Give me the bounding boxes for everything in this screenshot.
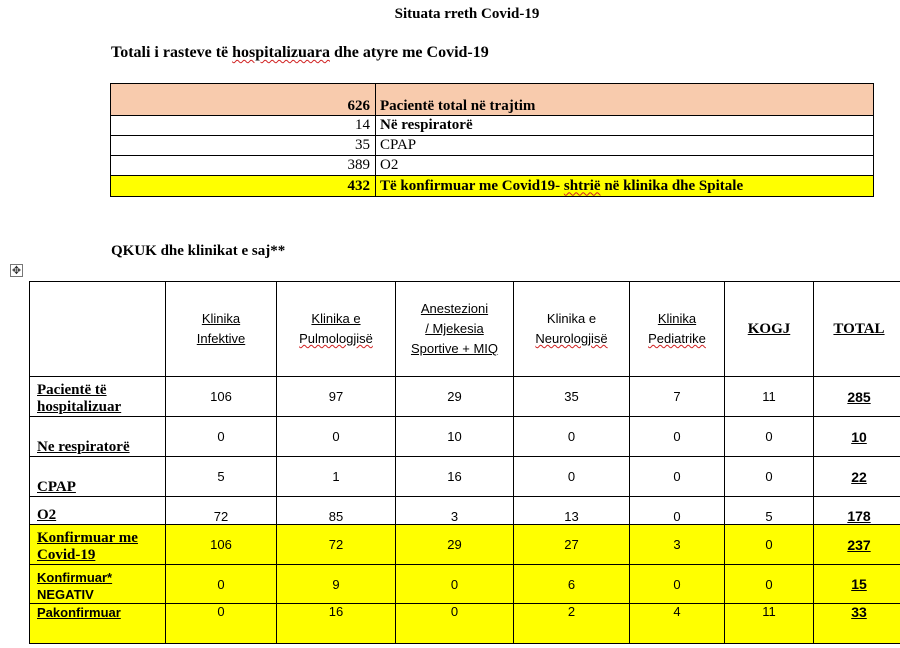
table-cell: 11 (725, 377, 814, 417)
summary-row (111, 156, 874, 176)
table-move-handle-icon[interactable]: ✥ (11, 264, 22, 277)
row-label (30, 497, 166, 525)
table-cell: 0 (630, 457, 725, 497)
table-cell: 10 (396, 417, 514, 457)
section-title: QKUK dhe klinikat e saj** (111, 243, 286, 259)
table-cell: 5 (725, 497, 814, 525)
table-cell: 0 (630, 417, 725, 457)
summary-label (376, 176, 874, 197)
clinics-table (29, 281, 900, 644)
summary-value: 35 (111, 136, 376, 156)
table-row (30, 525, 900, 565)
table-cell: 106 (166, 525, 277, 565)
table-cell: 3 (630, 525, 725, 565)
row-label-line: O2 (37, 507, 57, 523)
row-label-line: Pacientë të (37, 382, 107, 398)
table-cell: 11 (725, 604, 814, 644)
table-cell: 29 (396, 525, 514, 565)
row-label-line: Pakonfirmuar (37, 605, 121, 620)
table-row (30, 565, 900, 604)
table-cell: 1 (277, 457, 396, 497)
header-line: Klinika (201, 311, 241, 326)
table-cell: 9 (277, 565, 396, 604)
row-label-line: Konfirmuar* (37, 570, 113, 585)
table-row (30, 604, 900, 644)
summary-row (111, 116, 874, 136)
table-cell: 4 (630, 604, 725, 644)
table-cell: 0 (396, 565, 514, 604)
total-cell: 15 (814, 565, 900, 604)
summary-label: CPAP (376, 136, 874, 156)
total-cell: 22 (814, 457, 900, 497)
page-title: Situata rreth Covid-19 (394, 6, 540, 22)
header-line: Klinika e (311, 311, 361, 326)
table-cell: 16 (277, 604, 396, 644)
table-cell: 0 (514, 417, 630, 457)
table-cell: 7 (630, 377, 725, 417)
header-line: Pulmologjisë (299, 331, 373, 346)
header-line: Infektive (196, 331, 246, 346)
summary-heading-post: dhe atyre me Covid-19 (329, 44, 489, 61)
table-cell: 0 (166, 417, 277, 457)
summary-label-mid: shtrië (563, 177, 601, 194)
row-label-line: NEGATIV (37, 587, 94, 602)
summary-label: Në respiratorë (376, 116, 874, 136)
row-label-line: Ne respiratorë (37, 439, 130, 455)
table-cell: 0 (630, 565, 725, 604)
row-label-line: CPAP (37, 479, 76, 495)
row-label-line: hospitalizuar (37, 399, 122, 415)
header-line: Pediatrike (648, 331, 706, 346)
row-label (30, 457, 166, 497)
summary-value: 14 (111, 116, 376, 136)
total-cell: 10 (814, 417, 900, 457)
summary-row (111, 84, 874, 116)
table-cell: 0 (166, 604, 277, 644)
header-cell (514, 282, 630, 377)
row-label (30, 417, 166, 457)
table-header-row (30, 282, 900, 377)
total-cell: 178 (814, 497, 900, 525)
header-line: Sportive + MIQ (410, 341, 499, 356)
table-row (30, 417, 900, 457)
row-label (30, 377, 166, 417)
header-line: Anestezioni (420, 301, 489, 316)
row-label (30, 525, 166, 565)
table-cell: 0 (166, 565, 277, 604)
table-cell: 3 (396, 497, 514, 525)
header-cell: KOGJ (725, 282, 814, 377)
total-cell: 33 (814, 604, 900, 644)
summary-row (111, 136, 874, 156)
summary-heading (111, 44, 489, 62)
header-line: Klinika (657, 311, 697, 326)
row-label (30, 565, 166, 604)
summary-label: Pacientë total në trajtim (376, 84, 874, 116)
table-row (30, 497, 900, 525)
table-cell: 5 (166, 457, 277, 497)
header-line: Neurologjisë (535, 331, 608, 346)
row-label-line: Covid-19 (37, 547, 96, 563)
header-cell (630, 282, 725, 377)
summary-value: 389 (111, 156, 376, 176)
summary-label: O2 (376, 156, 874, 176)
table-cell: 0 (514, 457, 630, 497)
table-cell: 13 (514, 497, 630, 525)
header-cell (396, 282, 514, 377)
header-empty-cell (30, 282, 166, 377)
summary-heading-pre: Totali i rasteve të (111, 44, 233, 61)
total-cell: 237 (814, 525, 900, 565)
total-cell: 285 (814, 377, 900, 417)
table-cell: 2 (514, 604, 630, 644)
summary-value: 432 (111, 176, 376, 197)
header-line: Klinika e (546, 311, 597, 326)
table-cell: 72 (277, 525, 396, 565)
table-cell: 72 (166, 497, 277, 525)
table-cell: 106 (166, 377, 277, 417)
summary-row (111, 176, 874, 197)
summary-table (110, 83, 874, 197)
header-cell (166, 282, 277, 377)
header-line: / Mjekesia (425, 321, 484, 336)
row-label-line: Konfirmuar me (37, 530, 138, 546)
table-row (30, 377, 900, 417)
table-cell: 85 (277, 497, 396, 525)
table-cell: 27 (514, 525, 630, 565)
summary-label-pre: Të konfirmuar me Covid19- (380, 177, 564, 194)
table-cell: 0 (396, 604, 514, 644)
summary-heading-mid: hospitalizuara (232, 44, 330, 61)
table-cell: 97 (277, 377, 396, 417)
table-cell: 29 (396, 377, 514, 417)
table-cell: 35 (514, 377, 630, 417)
table-cell: 0 (725, 457, 814, 497)
table-cell: 0 (725, 565, 814, 604)
header-cell: TOTAL (814, 282, 900, 377)
summary-label-post: në klinika dhe Spitale (600, 177, 744, 194)
header-cell (277, 282, 396, 377)
table-cell: 0 (630, 497, 725, 525)
table-cell: 0 (725, 525, 814, 565)
table-cell: 6 (514, 565, 630, 604)
table-cell: 0 (725, 417, 814, 457)
summary-value: 626 (111, 84, 376, 116)
table-cell: 0 (277, 417, 396, 457)
table-row (30, 457, 900, 497)
row-label (30, 604, 166, 644)
table-cell: 16 (396, 457, 514, 497)
